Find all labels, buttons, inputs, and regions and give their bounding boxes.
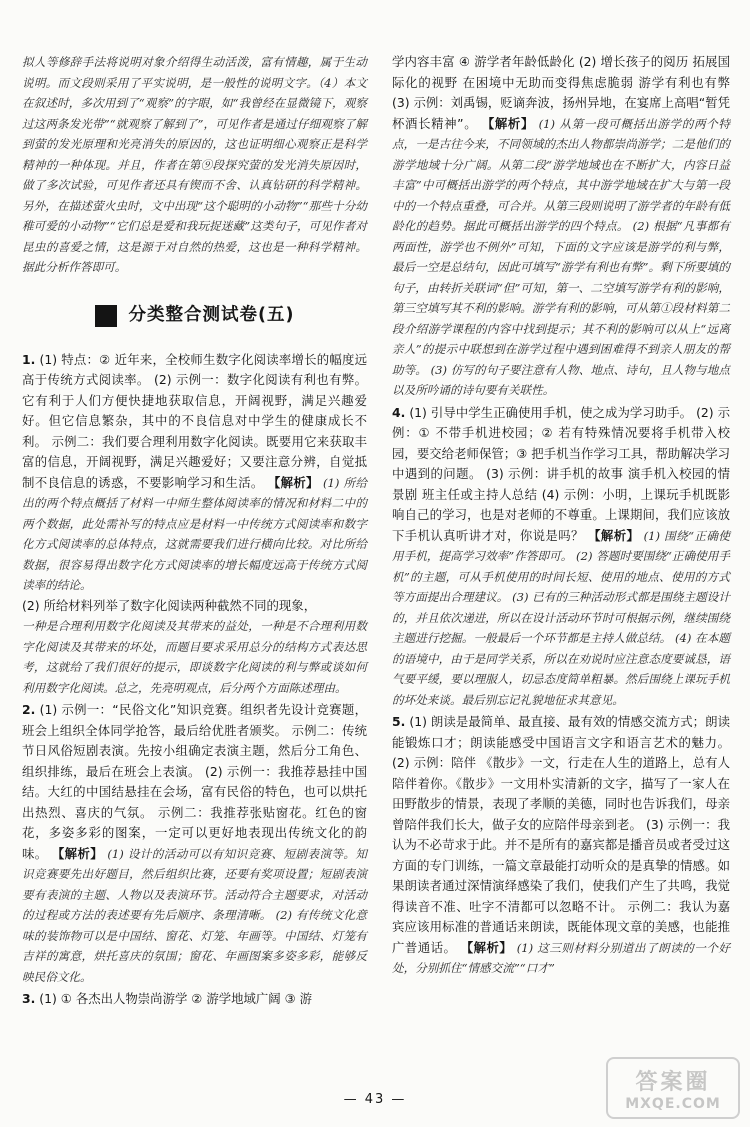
analysis-tag: 【解析】 — [267, 474, 319, 490]
answer-text: (1) 示例一：“民俗文化”知识竞赛。组织者先设计竞赛题，班会上组织全体同学抢答，最后给优胜者颁奖。 示例二：传统节日风俗短剧表演。先按小组确定表演主题，然后分工角色、组织排练，最后在班会上表演。 (2) 示例一：我推荐悬挂中国结。大红的中国结悬挂在会场，富有民俗的特色，也可以烘托出热烈、喜庆的气氛。 示例二：我推荐张贴窗花。红色的窗花，多姿多彩的图案，一定可以更好地表现出传统文化的韵味。 — [22, 702, 367, 861]
section-header — [22, 292, 367, 340]
question-3 — [22, 989, 367, 1010]
answer-text: 学内容丰富 ④ 游学者年龄低龄化 (2) 增长孩子的阅历 拓展国际化的视野 在困境中无助而变得焦虑脆弱 游学有利也有弊 (3) 示例：刘禹锡，贬谪奔波，扬州异地，在宴席上高唱“暂凭杯酒长精神”。 — [392, 54, 730, 131]
analysis-tag: 【解析】 — [51, 845, 103, 861]
question-2 — [22, 700, 367, 987]
analysis-text: (1) 围绕“正确使用手机，提高学习效率”作答即可。 (2) 答题时要围绕“正确使用手机”的主题，可从手机使用的时间长短、使用的地点、使用的方式等方面提出合理建议。 (3) 已有的三种活动形式都是围绕主题设计的，并且依次递进，所以在设计活动环节时可根据示例，继续围绕主题进行挖掘。一般最后一个环节都是主持人做总结。 (4) 在本题的语境中，由于是同学关系，所以在劝说时应注意态度要诚恳，语气要平缓，要以理服人，切忌态度简单粗暴。然后围绕上课玩手机的坏处来谈。最后别忘记礼貌地征求其意见。 — [392, 528, 730, 707]
question-5 — [392, 712, 730, 979]
answer-text: (1) 朗读是最简单、最直接、最有效的情感交流方式；朗读能锻炼口才；朗读能感受中国语言文字和语言艺术的魅力。 (2) 示例：陪伴 《散步》一文，行走在人生的道路上，总有人陪伴着你。《散步》一文用朴实清新的文字，描写了一家人在田野散步的情景，表现了孝顺的美德，同时也告诉我们，母亲曾陪伴我们长大，做子女的应陪伴母亲到老。 (3) 示例一：我认为不必苛求于此。并不是所有的嘉宾都是播音员或者受过这方面的专门训练，一篇文章最能打动听众的是真挚的情感。如果朗读者通过深情演绎感染了我们，使我们产生了共鸣，我觉得读音不准、吐字不清都可以忽略不计。 示例二：我认为嘉宾应该用标准的普通话来朗读，既能体现文章的美感，也能推广普通话。 — [392, 714, 730, 955]
analysis-text: (1) 这三则材料分别道出了朗读的一个好处，分别抓住“情感交流”“口才” — [392, 940, 730, 975]
right-column — [392, 52, 730, 979]
watermark-logo — [606, 1057, 740, 1119]
analysis-text: (1) 所给出的两个特点概括了材料一中师生整体阅读率的情况和材料二中的两个数据，此处需补写的特点应是材料一中传统方式阅读率和数字化方式阅读率的总体特点，这就需要我们进行横向比较。对比所给数据，很容易得出数字化方式阅读率的增长幅度远高于传统方式阅读率的结论。 — [22, 475, 367, 592]
section-square-icon — [95, 305, 117, 327]
answer-text: (1) 特点：② 近年来，全校师生数字化阅读率增长的幅度远高于传统方式阅读率。 (2) 示例一：数字化阅读有利也有弊。它有利于人们方便快捷地获取信息，开阔视野，满足兴趣爱好。但它信息繁杂，其中的不良信息对中学生的健康成长不利。 示例二：我们要合理利用数字化阅读。既要用它来获取丰富的信息，开阔视野，满足兴趣爱好；又要注意分辨，自觉抵制不良信息的诱惑，不要影响学习和生活。 — [22, 351, 367, 490]
left-column — [22, 52, 367, 1010]
question-number: 4. — [392, 404, 406, 420]
watermark-url: MXQE.COM — [625, 1095, 721, 1112]
question-1 — [22, 350, 367, 699]
analysis-tag: 【解析】 — [481, 115, 534, 131]
analysis-text-2: 一种是合理利用数字化阅读及其带来的益处，一种是不合理利用数字化阅读及其带来的坏处，而题目要求采用总分的结构方式表达思考，这就给了我们很好的提示，即谈数字化阅读的利与弊或谈如何利用数字化阅读。总之，先亮明观点，后分两个方面陈述理由。 — [22, 619, 367, 695]
question-number: 3. — [22, 991, 36, 1006]
answer-text-2: (2) 所给材料列举了数字化阅读两种截然不同的现象， — [22, 597, 317, 613]
page-number: — 43 — — [343, 1092, 407, 1107]
analysis-tag: 【解析】 — [588, 527, 640, 543]
question-4 — [392, 403, 730, 711]
analysis-tag: 【解析】 — [460, 939, 513, 955]
question-number: 5. — [392, 714, 406, 729]
section-title: 分类整合测试卷(五) — [128, 305, 295, 326]
watermark-text: 答案圈 — [635, 1069, 711, 1095]
question-number: 2. — [22, 702, 36, 717]
answer-text: (1) 引导中学生正确使用手机，使之成为学习助手。 (2) 示例：① 不带手机进校园；② 若有特殊情况要将手机带入校园，要交给老师保管；③ 把手机当作学习工具，帮助解决学习中遇到的问题。 (3) 示例：讲手机的故事 演手机入校园的情景剧 班主任或主持人总结 (4) 示例：小明，上课玩手机既影响自己的学习，也是对老师的不尊重。上课期间，我们应该放下手机认真听讲才对，你说是吗？ — [392, 404, 730, 543]
question-3-continued — [392, 52, 730, 401]
question-number: 1. — [22, 351, 36, 367]
analysis-text: (1) 从第一段可概括出游学的两个特点，一是古往今来，不同领域的杰出人物都崇尚游学；二是他们的游学地域十分广阔。从第二段“游学地域也在不断扩大，内容日益丰富”中可概括出游学的两个特点，其中游学地域在扩大与第一段中的一个特点重叠，可合并。从第三段则说明了游学者的年龄有低龄化的趋势。据此可概括出游学的四个特点。 (2) 根据“凡事都有两面性，游学也不例外”可知，下面的文字应该是游学的利与弊，最后一空是总结句，因此可填写“游学有利也有弊”。剩下所要填的句子，由转折关联词“但”可知，第一、二空填写游学有利的影响，第三空填写其不利的影响。游学有利的影响，可从第①段材料第二段介绍游学课程的内容中找到提示；其不利的影响可以从上“远离亲人”的提示中联想到在游学过程中遇到困难得不到亲人朋友的帮助等。 (3) 仿写的句子要注意有人物、地点、诗句，且人物与地点以及所吟诵的诗句要有关联性。 — [392, 116, 731, 397]
analysis-text: (1) 设计的活动可以有知识竞赛、短剧表演等。知识竞赛要先出好题目，然后组织比赛，还要有奖项设置；短剧表演要有表演的主题、人物以及表演环节。活动符合主题要求，对活动的过程或方法的表述要有先后顺序、条理清晰。 (2) 有传统文化意味的装饰物可以是中国结、窗花、灯笼、年画等。中国结、灯笼有吉祥的寓意，烘托喜庆的氛围；窗花、年画图案多姿多彩，能够反映民俗文化。 — [22, 846, 368, 984]
intro-analysis: 拟人等修辞手法将说明对象介绍得生动活泼，富有情趣，属于生动说明。而文段则采用了平实说明，是一般性的说明文字。（4）本文在叙述时，多次用到了“观察”的字眼，如“我曾经在显微镜下，观察过这两条发光带”“就观察了解到了”，可见作者是通过仔细观察了解到萤的发光原理和光亮消失的原因的，这也证明细心观察正是科学精神的一种体现。并且，作者在第⑨段探究萤的发光消失原因时，做了多次试验，可见作者还具有锲而不舍、认真钻研的科学精神。另外，在描述萤火虫时，文中出现“这个聪明的小动物”“那些十分幼稚可爱的小动物”“它们总是爱和我玩捉迷藏”这类句子，可见作者对昆虫的喜爱之情，这是源于对自然的热爱，这也是一种科学精神。据此分析作答即可。 — [22, 55, 367, 274]
answer-text: (1) ① 各杰出人物崇尚游学 ② 游学地域广阔 ③ 游 — [39, 991, 313, 1006]
